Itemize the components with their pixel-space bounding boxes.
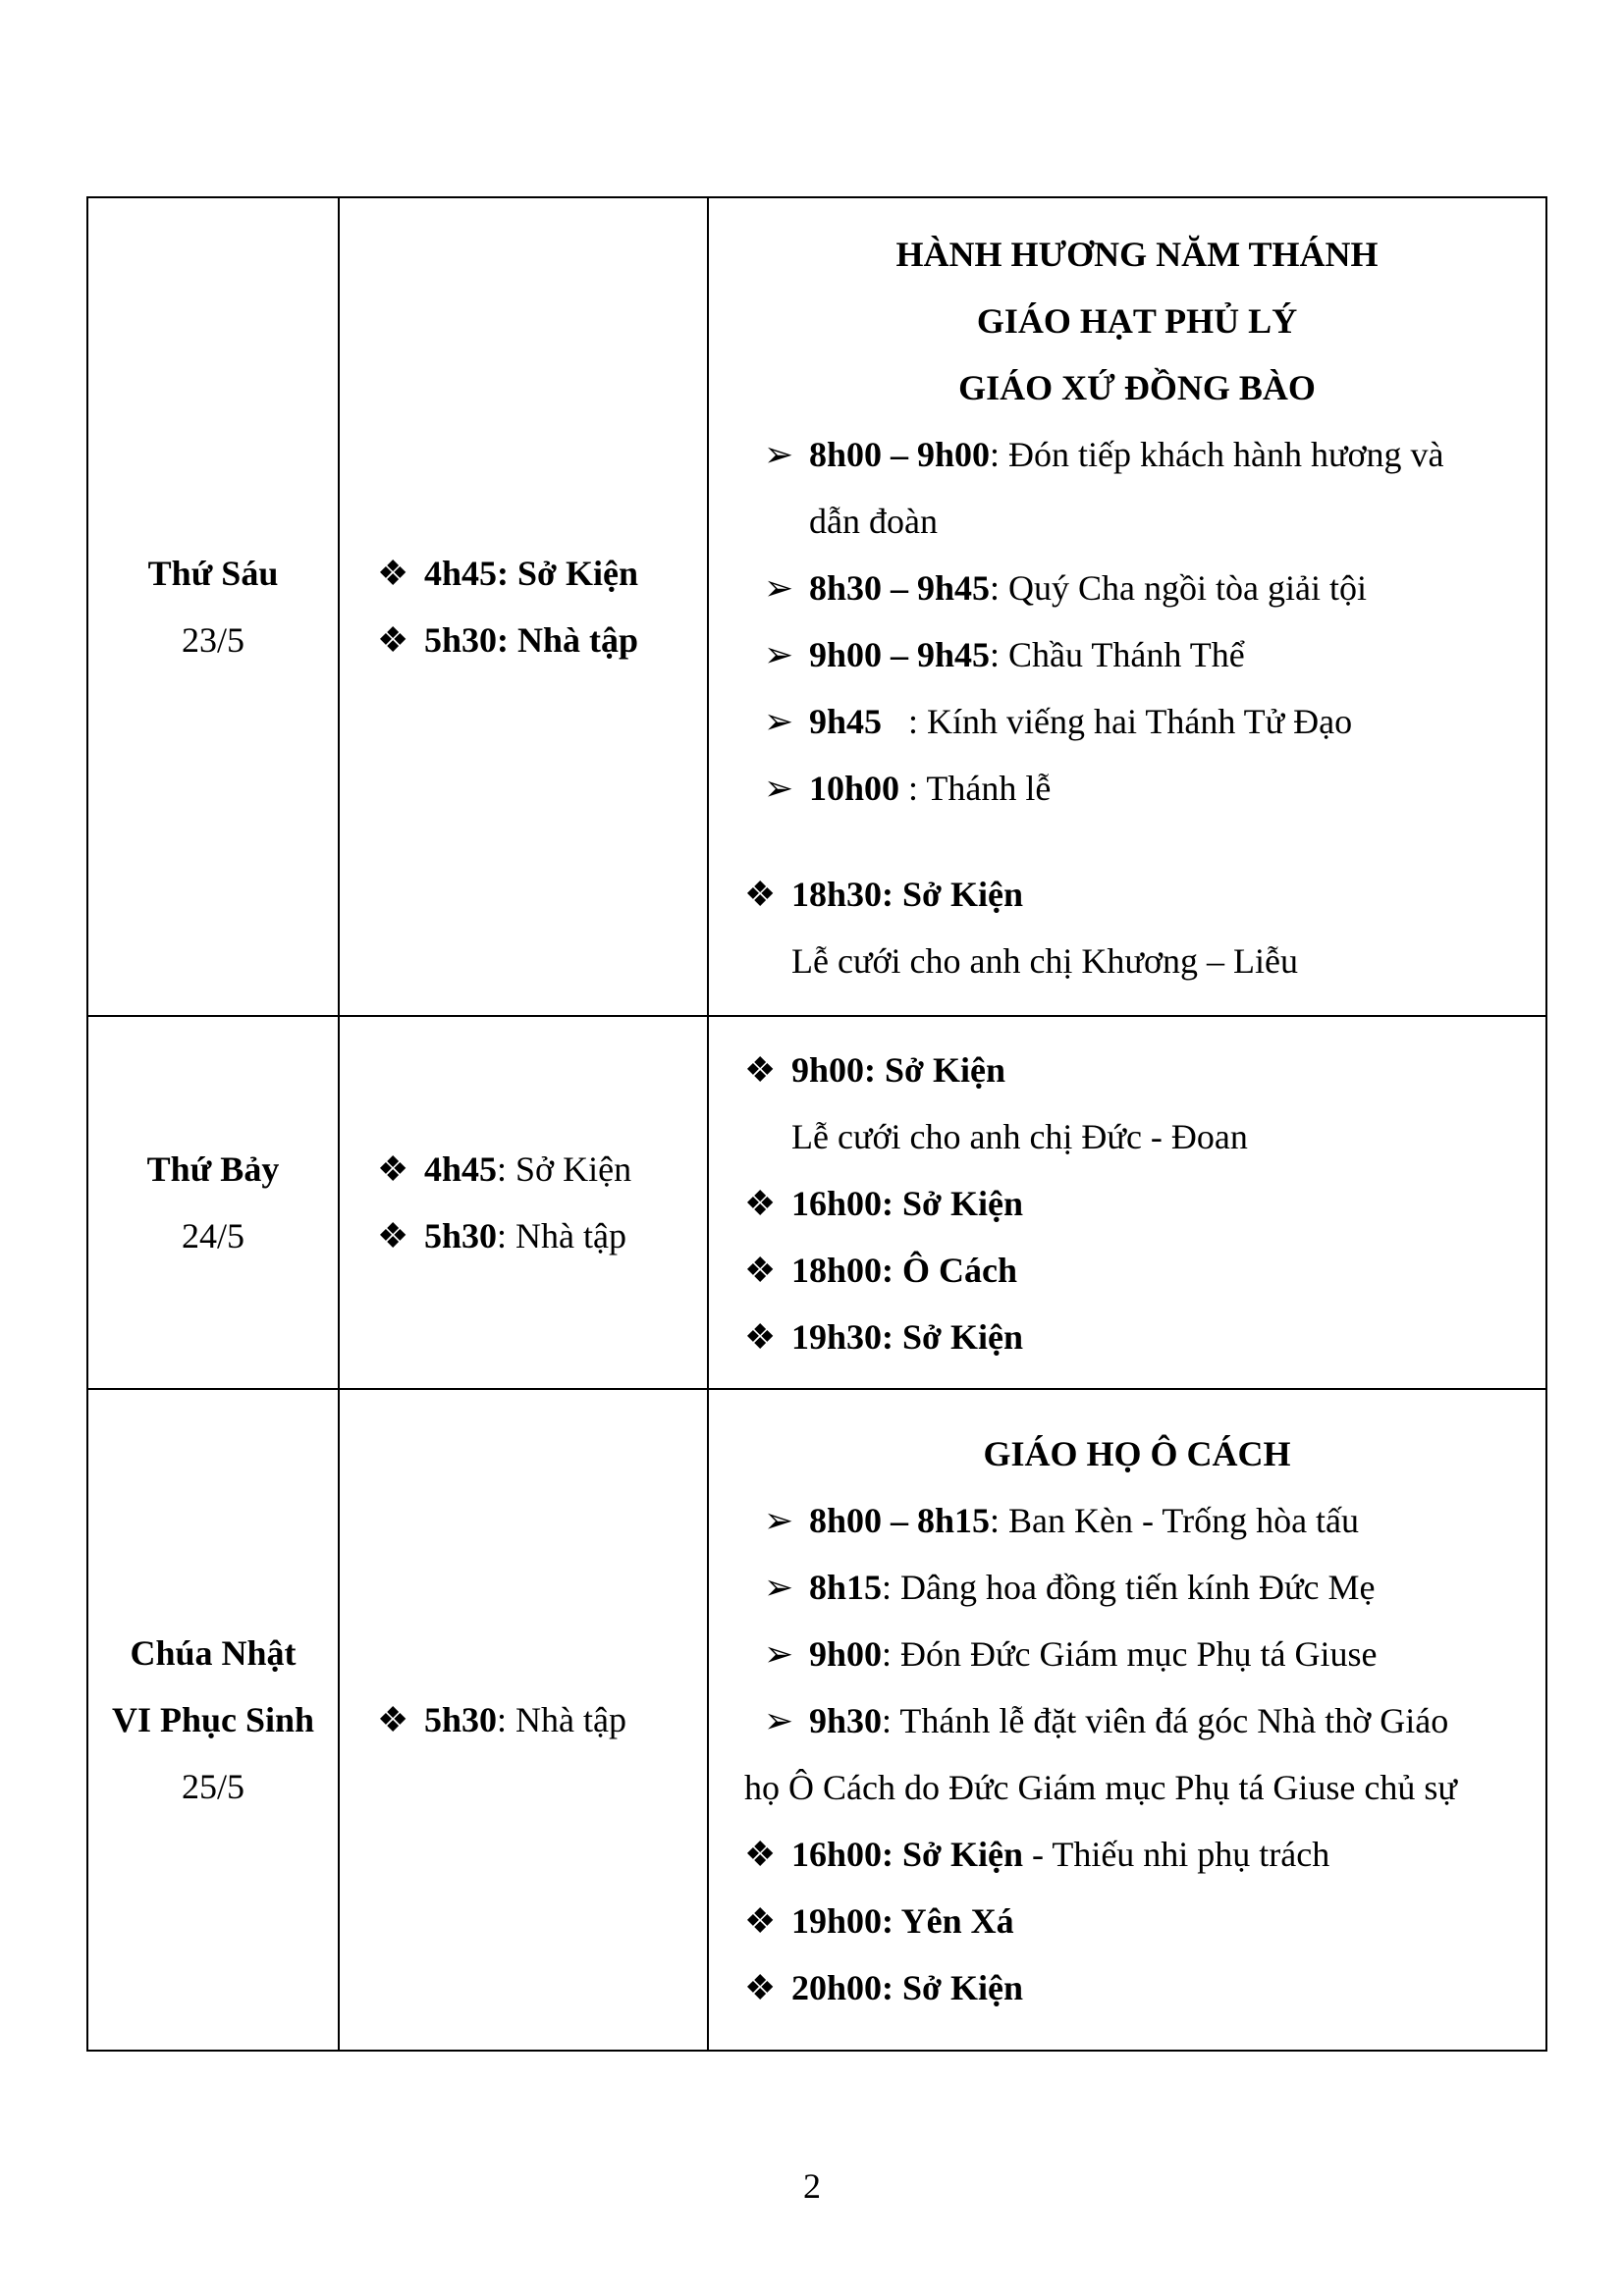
- list-item: ➢ 10h00 : Thánh lễ: [744, 755, 1530, 822]
- list-item: ➢ 9h30: Thánh lễ đặt viên đá góc Nhà thờ Giáo: [744, 1687, 1530, 1754]
- day-cell: [87, 1016, 339, 1389]
- arrow-icon: ➢: [764, 769, 794, 808]
- diamond-icon: ❖: [377, 620, 409, 660]
- arrow-icon: ➢: [764, 568, 794, 608]
- day-date: 23/5: [181, 620, 244, 660]
- list-item: ➢ 9h00: Đón Đức Giám mục Phụ tá Giuse: [744, 1621, 1530, 1687]
- diamond-icon: ❖: [744, 1835, 777, 1874]
- arrow-icon: ➢: [764, 1568, 794, 1607]
- day-name: Chúa Nhật: [130, 1633, 297, 1673]
- diamond-icon: ❖: [744, 1317, 777, 1357]
- event-heading: GIÁO HẠT PHỦ LÝ: [976, 301, 1298, 341]
- arrow-icon: ➢: [764, 635, 794, 674]
- arrow-icon: ➢: [764, 1701, 794, 1740]
- diamond-icon: ❖: [744, 1968, 777, 2007]
- morning-item: ❖ 4h45: Sở Kiện: [377, 1136, 707, 1202]
- list-item-continuation: dẫn đoàn: [809, 502, 938, 541]
- table-row: [87, 197, 1546, 1016]
- morning-cell: [339, 197, 708, 1016]
- arrow-icon: ➢: [764, 1501, 794, 1540]
- diamond-icon: ❖: [377, 1216, 409, 1255]
- list-item: ❖ 20h00: Sở Kiện: [744, 1954, 1530, 2021]
- schedule-table: [86, 196, 1547, 2052]
- diamond-icon: ❖: [744, 1050, 777, 1090]
- arrow-icon: ➢: [764, 435, 794, 474]
- events-cell: [708, 1389, 1546, 2051]
- page-number: 2: [803, 2166, 821, 2206]
- morning-item: ❖ 5h30: Nhà tập: [377, 1202, 707, 1269]
- day-date: 24/5: [181, 1216, 244, 1255]
- morning-cell: [339, 1016, 708, 1389]
- diamond-icon: ❖: [377, 554, 409, 593]
- list-item: ➢ 9h45 : Kính viếng hai Thánh Tử Đạo: [744, 688, 1530, 755]
- diamond-icon: ❖: [744, 875, 777, 914]
- list-item-continuation: họ Ô Cách do Đức Giám mục Phụ tá Giuse chủ sự: [744, 1768, 1457, 1807]
- diamond-icon: ❖: [744, 1184, 777, 1223]
- list-item: ❖ 19h00: Yên Xá: [744, 1888, 1530, 1954]
- day-cell: [87, 1389, 339, 2051]
- list-item: ➢ 8h00 – 9h00: Đón tiếp khách hành hương và: [744, 421, 1530, 488]
- list-item: ❖ 16h00: Sở Kiện - Thiếu nhi phụ trách: [744, 1821, 1530, 1888]
- diamond-icon: ❖: [744, 1251, 777, 1290]
- list-item: ➢ 8h00 – 8h15: Ban Kèn - Trống hòa tấu: [744, 1487, 1530, 1554]
- day-name-line2: VI Phục Sinh: [111, 1700, 315, 1739]
- day-cell: [87, 197, 339, 1016]
- diamond-icon: ❖: [377, 1700, 409, 1739]
- morning-cell: [339, 1389, 708, 2051]
- morning-item: ❖ 5h30: Nhà tập: [377, 1686, 707, 1753]
- list-item: ❖ 18h00: Ô Cách: [744, 1237, 1530, 1304]
- list-item-detail: Lễ cưới cho anh chị Khương – Liễu: [791, 941, 1298, 981]
- event-heading: GIÁO HỌ Ô CÁCH: [983, 1434, 1291, 1473]
- day-name: Thứ Sáu: [147, 554, 279, 593]
- list-item: ➢ 8h30 – 9h45: Quý Cha ngồi tòa giải tội: [744, 555, 1530, 621]
- event-heading: HÀNH HƯƠNG NĂM THÁNH: [895, 235, 1379, 274]
- diamond-icon: ❖: [744, 1901, 777, 1941]
- list-item: ❖ 9h00: Sở Kiện: [744, 1037, 1530, 1103]
- list-item: ➢ 9h00 – 9h45: Chầu Thánh Thể: [744, 621, 1530, 688]
- arrow-icon: ➢: [764, 1634, 794, 1674]
- morning-item: ❖ 4h45: Sở Kiện: [377, 540, 707, 607]
- day-name: Thứ Bảy: [146, 1149, 280, 1189]
- diamond-icon: ❖: [377, 1149, 409, 1189]
- list-item-detail: Lễ cưới cho anh chị Đức - Đoan: [791, 1117, 1248, 1156]
- event-heading: GIÁO XỨ ĐỒNG BÀO: [958, 368, 1316, 407]
- morning-item: ❖ 5h30: Nhà tập: [377, 607, 707, 673]
- events-cell: [708, 197, 1546, 1016]
- events-cell: [708, 1016, 1546, 1389]
- table-row: [87, 1016, 1546, 1389]
- list-item: ➢ 8h15: Dâng hoa đồng tiến kính Đức Mẹ: [744, 1554, 1530, 1621]
- arrow-icon: ➢: [764, 702, 794, 741]
- list-item: ❖ 18h30: Sở Kiện: [744, 861, 1530, 928]
- list-item: ❖ 19h30: Sở Kiện: [744, 1304, 1530, 1370]
- list-item: ❖ 16h00: Sở Kiện: [744, 1170, 1530, 1237]
- day-date: 25/5: [181, 1767, 244, 1806]
- table-row: [87, 1389, 1546, 2051]
- spacer: [744, 822, 1530, 861]
